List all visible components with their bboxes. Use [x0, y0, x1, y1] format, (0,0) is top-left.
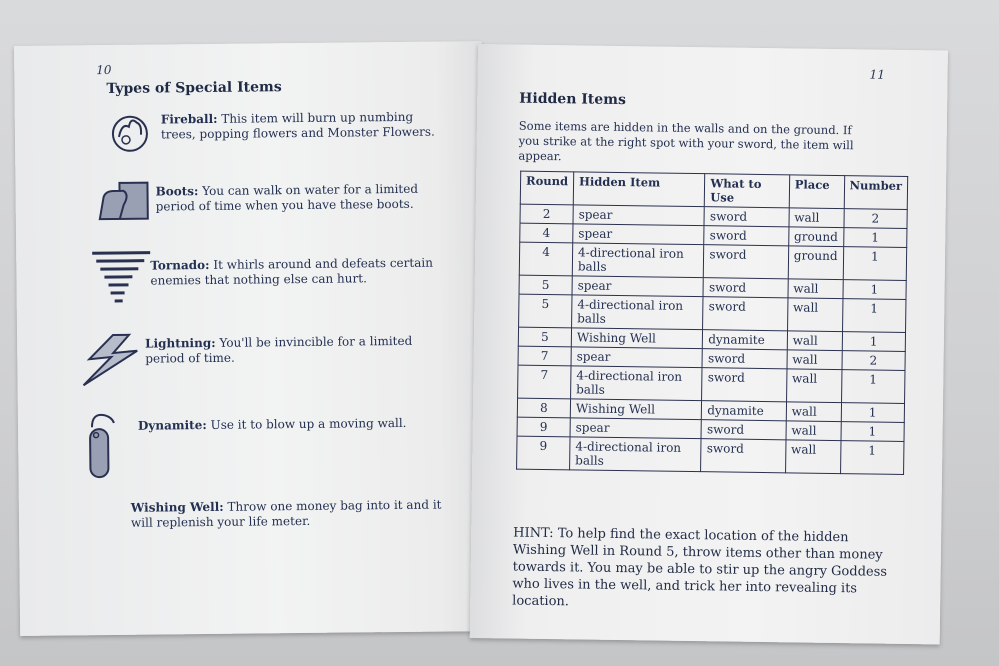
cell-what-to-use: sword	[701, 439, 786, 473]
cell-hidden-item: spear	[571, 347, 703, 368]
cell-number: 1	[842, 280, 906, 300]
left-page	[14, 41, 488, 636]
cell-number: 1	[842, 299, 906, 333]
cell-number: 1	[841, 403, 905, 423]
cell-hidden-item: 4-directional iron balls	[570, 437, 702, 472]
hint-text: HINT: To help find the exact location of the hidden Wishing Well in Round 5, throw items other than money towards it. You may be able to stir up the angry Goddess who lives in the well, and trick her into revealing its location.	[512, 525, 888, 610]
cell-place: wall	[787, 298, 842, 332]
table-row	[519, 294, 906, 332]
right-page	[470, 44, 948, 645]
tornado-icon	[88, 249, 155, 310]
cell-what-to-use: sword	[704, 226, 789, 246]
boots-icon	[95, 181, 151, 224]
hidden-items-intro: Some items are hidden in the walls and on the ground. If you strike at the right spot with your sword, the item will appear.	[518, 118, 854, 164]
item-boots: Boots: You can walk on water for a limited period of time when you have these boots.	[155, 181, 419, 214]
cell-round: 9	[517, 417, 570, 437]
cell-what-to-use: sword	[703, 297, 788, 331]
column-header: Number	[844, 176, 908, 210]
column-header: Place	[789, 175, 844, 209]
cell-what-to-use: dynamite	[703, 330, 788, 350]
cell-round: 4	[520, 223, 573, 243]
cell-round: 9	[517, 436, 570, 470]
column-header: What to Use	[705, 174, 790, 208]
dynamite-icon	[84, 411, 125, 481]
item-fireball: Fireball: This item will burn up numbing trees, popping flowers and Monster Flowers.	[160, 109, 435, 142]
cell-round: 5	[519, 275, 572, 295]
hidden-items-table	[516, 171, 908, 475]
cell-round: 2	[520, 204, 573, 224]
right-page-heading: Hidden Items	[519, 90, 627, 109]
cell-hidden-item: spear	[570, 418, 702, 439]
cell-hidden-item: 4-directional iron balls	[571, 366, 703, 401]
cell-round: 7	[518, 365, 571, 399]
cell-number: 1	[840, 441, 904, 475]
cell-place: ground	[788, 246, 843, 280]
cell-what-to-use: sword	[703, 278, 788, 298]
table-row	[519, 242, 906, 280]
cell-round: 8	[517, 398, 570, 418]
cell-place: wall	[786, 421, 841, 441]
cell-round: 5	[518, 327, 571, 347]
cell-place: wall	[786, 402, 841, 422]
left-page-heading: Types of Special Items	[106, 79, 282, 98]
cell-what-to-use: sword	[704, 207, 789, 227]
cell-round: 5	[519, 294, 572, 328]
cell-place: wall	[786, 369, 841, 403]
cell-hidden-item: spear	[573, 205, 705, 226]
lightning-icon	[79, 333, 142, 388]
cell-hidden-item: spear	[572, 276, 704, 297]
cell-place: wall	[788, 279, 843, 299]
cell-what-to-use: sword	[704, 245, 789, 279]
cell-hidden-item: Wishing Well	[571, 328, 703, 349]
page-number-left: 10	[96, 62, 112, 78]
page-number-right: 11	[869, 67, 885, 82]
cell-number: 2	[842, 351, 906, 371]
cell-number: 1	[843, 228, 907, 248]
cell-number: 2	[843, 209, 907, 229]
cell-round: 4	[519, 242, 572, 276]
item-lightning: Lightning: You'll be invincible for a limited period of time.	[145, 333, 413, 366]
cell-place: wall	[785, 440, 840, 474]
cell-number: 1	[842, 332, 906, 352]
cell-hidden-item: Wishing Well	[570, 399, 702, 420]
cell-hidden-item: 4-directional iron balls	[572, 243, 704, 278]
cell-place: wall	[789, 208, 844, 228]
table-row	[518, 365, 905, 403]
cell-what-to-use: dynamite	[702, 401, 787, 421]
item-tornado: Tornado: It whirls around and defeats certain enemies that nothing else can hurt.	[150, 255, 433, 288]
cell-round: 7	[518, 346, 571, 366]
cell-place: ground	[788, 227, 843, 247]
cell-what-to-use: sword	[702, 368, 787, 402]
cell-number: 1	[841, 422, 905, 442]
cell-number: 1	[841, 370, 905, 404]
column-header: Hidden Item	[573, 172, 705, 207]
fireball-icon	[109, 111, 151, 153]
cell-hidden-item: spear	[573, 224, 705, 245]
cell-place: wall	[787, 350, 842, 370]
cell-what-to-use: sword	[701, 420, 786, 440]
table-row	[517, 436, 904, 474]
item-dynamite: Dynamite: Use it to blow up a moving wall.	[137, 415, 407, 433]
table-body	[517, 204, 908, 474]
table-header-row	[520, 171, 907, 209]
column-header: Round	[520, 171, 573, 205]
cell-number: 1	[843, 247, 907, 281]
cell-hidden-item: 4-directional iron balls	[572, 295, 704, 330]
cell-what-to-use: sword	[702, 349, 787, 369]
cell-place: wall	[787, 331, 842, 351]
item-wishing-well: Wishing Well: Throw one money bag into it and it will replenish your life meter.	[130, 497, 442, 530]
